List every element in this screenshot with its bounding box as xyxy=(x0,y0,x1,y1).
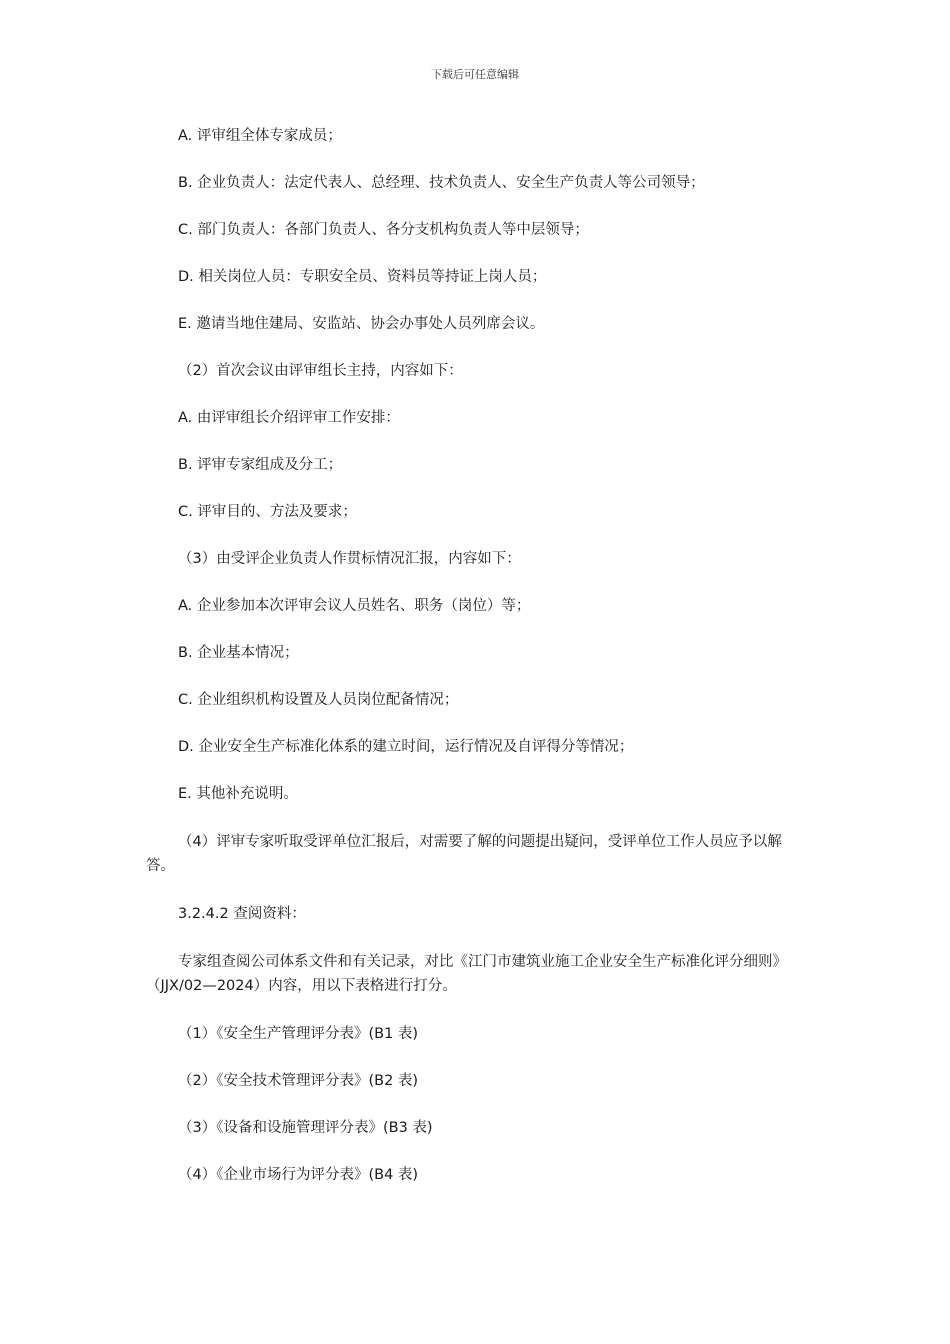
attendee-item-e: E. 邀请当地住建局、安监站、协会办事处人员列席会议。 xyxy=(178,316,545,332)
meeting-intro: （2）首次会议由评审组长主持，内容如下： xyxy=(178,363,463,379)
page-header: 下载后可任意编辑 xyxy=(431,68,519,81)
table-item-b4: （4）《企业市场行为评分表》(B4 表) xyxy=(178,1167,419,1183)
table-item-b2: （2）《安全技术管理评分表》(B2 表) xyxy=(178,1073,419,1089)
meeting-item-b: B. 评审专家组成及分工； xyxy=(178,457,343,473)
meeting-item-a: A. 由评审组长介绍评审工作安排： xyxy=(178,410,400,426)
table-item-b1: （1）《安全生产管理评分表》(B1 表) xyxy=(178,1026,419,1042)
attendee-item-c: C. 部门负责人：各部门负责人、各分支机构负责人等中层领导； xyxy=(178,222,589,238)
meeting-item-c: C. 评审目的、方法及要求； xyxy=(178,504,357,520)
report-item-a: A. 企业参加本次评审会议人员姓名、职务（岗位）等； xyxy=(178,598,531,614)
report-item-c: C. 企业组织机构设置及人员岗位配备情况； xyxy=(178,692,459,708)
attendee-item-a: A. 评审组全体专家成员； xyxy=(178,128,342,144)
report-intro: （3）由受评企业负责人作贯标情况汇报，内容如下： xyxy=(178,551,521,567)
review-paragraph: 专家组查阅公司体系文件和有关记录，对比《江门市建筑业施工企业安全生产标准化评分细则》（JJX/02—2024）内容，用以下表格进行打分。 xyxy=(146,954,787,994)
report-item-b: B. 企业基本情况； xyxy=(178,645,299,661)
report-item-e: E. 其他补充说明。 xyxy=(178,786,298,802)
table-item-b3: （3）《设备和设施管理评分表》(B3 表) xyxy=(178,1120,433,1136)
report-item-d: D. 企业安全生产标准化体系的建立时间，运行情况及自评得分等情况； xyxy=(178,739,634,755)
qa-paragraph: （4）评审专家听取受评单位汇报后，对需要了解的问题提出疑问，受评单位工作人员应予以解答。 xyxy=(146,834,782,874)
section-heading: 3.2.4.2 查阅资料： xyxy=(178,906,306,922)
attendee-item-b: B. 企业负责人：法定代表人、总经理、技术负责人、安全生产负责人等公司领导； xyxy=(178,175,705,191)
attendee-item-d: D. 相关岗位人员：专职安全员、资料员等持证上岗人员； xyxy=(178,269,547,285)
